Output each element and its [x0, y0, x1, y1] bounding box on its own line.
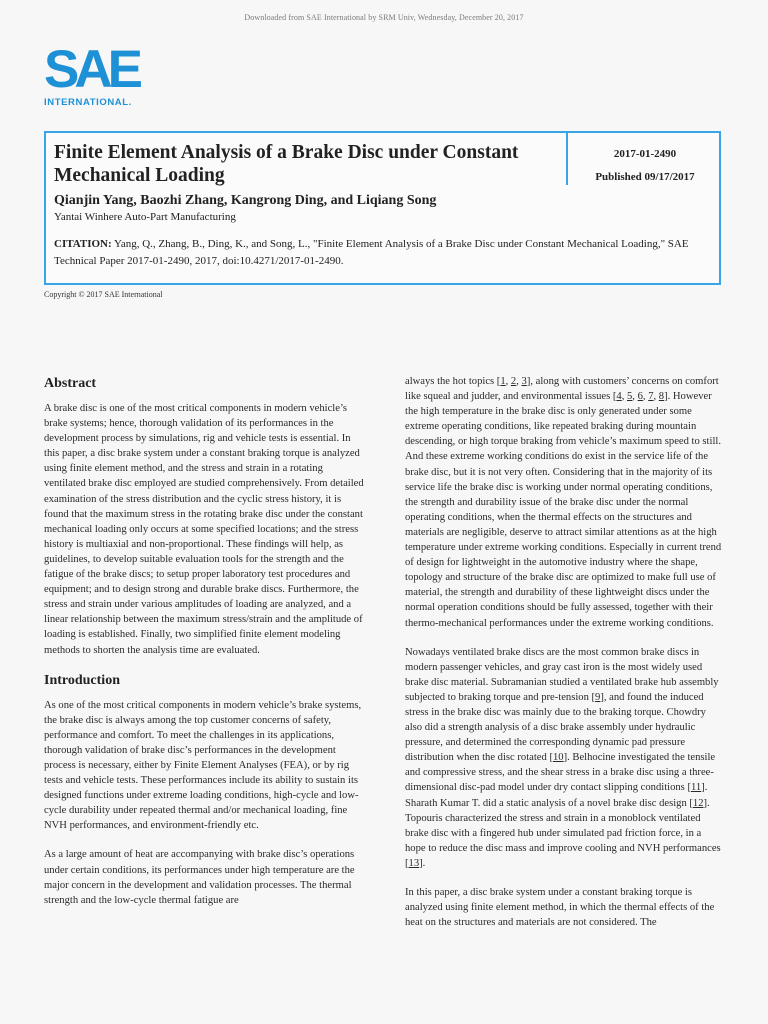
ref-link[interactable]: 4 — [616, 391, 622, 403]
right-column — [405, 374, 723, 944]
text-run: ]. However the high temperature in the brake disc is only generated under some extreme operating conditions, like repeated braking during mountain descending, or high torque braking from vehicle’s maximum speed to still. And these extreme working conditions do exist in the service life of the brake disc, but it is not very often. Considering that in the majority of its service life the brake disc is working under normal operating conditions, the strength and durability issue of the brake disc under the normal operating conditions, when the thermal effects on the structures and materials are negligible, deserve to attract similar attentions as at the high temperature under extreme working conditions. Especially in current trend of design for lightweight in the automotive industry where the shape, topology and structure of the brake disc are optimized to make full use of material, the strength and durability of these lightweight discs under the normal operation conditions should be fully assessed, together with their thermo-mechanical performances under the extreme working conditions. — [405, 391, 722, 629]
citation-label: CITATION: — [54, 238, 112, 250]
abstract-text: A brake disc is one of the most critical components in modern vehicle’s brake systems; hence, thorough validation of its performances in the development process by simulations, rig and vehicle tests is essential. In this paper, a disc brake system under a constant braking torque is analyzed using finite element method, and the stress and strain in a rotating ventilated brake disc employed are studied comprehensively. From detailed examination of the stress distribution and the cyclic stress history, it is found that the maximum stress in the rotating brake disc under the constant mechanical loading only occurs at some specified locations; and the stress history is multiaxial and non-proportional. These findings will help, as guidelines, to develop suitable evaluation tools for the strength and the fatigue of the brake discs; to setup proper laboratory test procedures and equipment; and to design strong and durable brake discs. Furthermore, the stress and strain under various amplitudes of loading are analyzed, and a linear relationship between the maximum stress/strain and the amplitude of loading is established. Finally, two simplified finite element modeling methods to shorten the analysis time are evaluated. — [44, 403, 364, 656]
ref-link[interactable]: 6 — [637, 391, 643, 403]
text-run: ]. Topouris characterized the stress and strain in a monoblock ventilated brake disc with a fingered hub under simulated pad friction force, in a hope to reduce the disc mass and improve cooling and NVH performances [ — [405, 797, 721, 869]
ref-link[interactable]: 11 — [690, 782, 702, 794]
ref-link[interactable]: 12 — [692, 797, 704, 809]
paper-number: 2017-01-2490 — [613, 148, 677, 160]
intro-paragraph-1: As one of the most critical components in modern vehicle’s brake systems, the brake disc is always among the top customer concerns of safety, performance and comfort. To meet the challenges in its applications, thorough validation of brake disc’s performances in the development process is necessary, either by Finite Element Analyses (FEA), or by rig tests and vehicle tests. These performances include its ability to sustain its designed functions under extreme loading conditions, high-cycle and low-cycle durability under repeated thermal and/or mechanical loading, fine NVH performances, and environment-friendly etc. — [44, 699, 362, 832]
download-notice: Downloaded from SAE International by SRM Univ, Wednesday, December 20, 2017 — [244, 13, 524, 22]
ref-link[interactable]: 10 — [553, 752, 564, 764]
citation-text: Yang, Q., Zhang, B., Ding, K., and Song, L., "Finite Element Analysis of a Brake Disc under Constant Mechanical Loading," SAE Technical Paper 2017-01-2490, 2017, doi:10.4271/2017-01-2490. — [54, 238, 689, 267]
authors: Qianjin Yang, Baozhi Zhang, Kangrong Ding, and Liqiang Song — [54, 193, 437, 208]
ref-link[interactable]: 8 — [658, 391, 665, 403]
text-run: Nowadays ventilated brake discs are the most common brake discs in modern passenger vehicles, and gray cast iron is the most widely used brake disc material. Subramanian studied a ventilated brake hub assembly subjected to braking torque and pre-tension [ — [405, 646, 719, 703]
sae-logo — [44, 40, 144, 108]
left-column — [44, 375, 364, 922]
right-paragraph-2 — [405, 645, 723, 871]
paper-meta — [571, 143, 719, 189]
ref-link[interactable]: 7 — [648, 391, 654, 403]
paper-header — [44, 131, 721, 285]
copyright: Copyright © 2017 SAE International — [44, 290, 163, 299]
text-run: ], and found the induced stress in the brake disc was mainly due to the braking torque. Chowdry also did a strength analysis of a disc brake assembly under hydraulic pressure, and determined the corresponding dynamic pad pressure distribution when the disc rotated [ — [405, 691, 706, 764]
right-paragraph-3: In this paper, a disc brake system under a constant braking torque is analyzed using finite element method, in which the thermal effects of the heat on the structures and materials are not considered. The — [405, 887, 715, 929]
intro-paragraph-2: As a large amount of heat are accompanying with brake disc’s operations under certain conditions, its performances under high temperature are the major concern in the development and validation processes. The thermal strength and the low-cycle thermal fatigue are — [44, 849, 355, 906]
ref-link[interactable]: 13 — [408, 857, 420, 869]
affiliation: Yantai Winhere Auto-Part Manufacturing — [54, 211, 236, 223]
paper-title: Finite Element Analysis of a Brake Disc under Constant Mechanical Loading — [54, 142, 519, 186]
ref-link[interactable]: 2 — [510, 376, 517, 387]
citation — [54, 236, 704, 270]
text-run: ]. Belhocine investigated the tensile and compressive stress, and the shear stress in a brake disc using a three-dimensional disc-pad model under dry contact slipping conditions [ — [405, 752, 716, 794]
text-run: ], along with customers’ concerns on comfort like squeal and judder, and environmental issues [ — [405, 376, 719, 403]
introduction-heading: Introduction — [44, 672, 120, 688]
ref-link[interactable]: 5 — [627, 391, 633, 403]
abstract-heading: Abstract — [44, 376, 97, 391]
text-run: always the hot topics [ — [405, 376, 501, 387]
published-date: Published 09/17/2017 — [595, 171, 695, 183]
ref-link[interactable]: 9 — [595, 691, 601, 703]
text-run: ]. Sharath Kumar T. did a static analysis of a novel brake disc design [ — [405, 782, 708, 809]
logo-mark: SAE — [44, 40, 138, 99]
ref-link[interactable]: 1 — [500, 376, 506, 387]
ref-link[interactable]: 3 — [521, 376, 527, 387]
header-divider — [566, 133, 568, 185]
text-run: ]. — [419, 857, 426, 869]
right-paragraph-1: always the hot topics [1, 2, 3], along with customers’ concerns on comfort like squeal and judder, and environmental issues [4, 5, 6, 7, 8]. However the high temperature in the brake disc is only generated under some extreme operating conditions, like repeated braking during mountain descending, or high torque braking from vehicle’s maximum speed to still. And these extreme working conditions do exist in the service life of the brake disc, but it is not very often. Considering that in the majority of its service life the brake disc is working under normal operating conditions, the strength and durability issue of the brake disc under the normal operating conditions, when the thermal effects on the structures and materials are negligible, deserve to attract similar attentions as at the high temperature under extreme working conditions. Especially in current trend of design for lightweight in the automotive industry where the shape, topology and structure of the brake disc are optimized to make full use of material, the strength and durability of these lightweight discs under the normal operation conditions should be fully assessed, together with their thermo-mechanical performances under the extreme working conditions. — [405, 376, 722, 629]
logo-subtitle: INTERNATIONAL. — [44, 97, 132, 108]
